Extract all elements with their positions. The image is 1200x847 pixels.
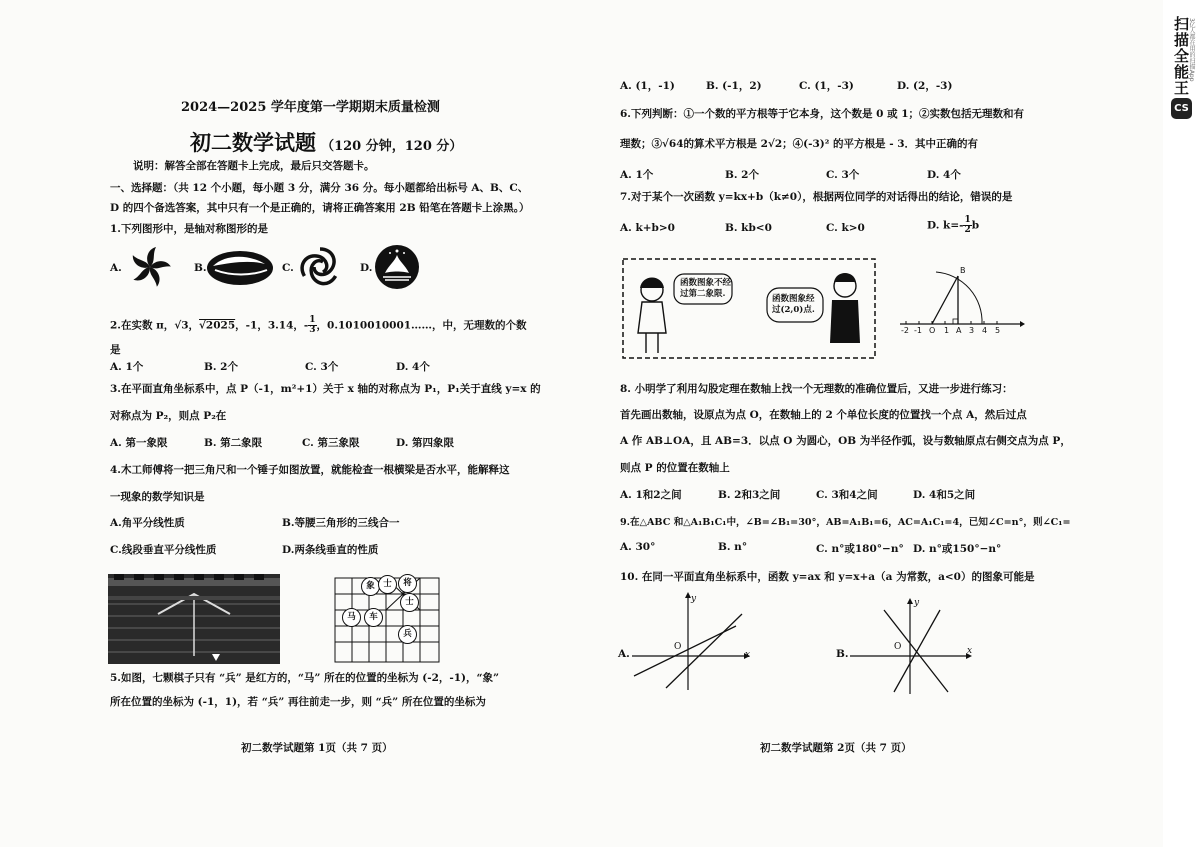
chess-piece-bing: 兵 <box>398 625 417 644</box>
q3-option-d: D. 第四象限 <box>396 437 455 449</box>
q2-frac-num: 1 <box>309 315 316 325</box>
page2-footer: 初二数学试题第 2页（共 7 页） <box>760 742 912 754</box>
q2-option-d: D. 4个 <box>396 361 430 373</box>
nl-label-3: 3 <box>969 326 975 335</box>
right-page <box>600 0 1160 847</box>
q5-option-c: C. (1，-3) <box>799 80 854 92</box>
q4-option-b: B.等腰三角形的三线合一 <box>282 517 400 529</box>
q10-b-y-label: y <box>914 598 920 608</box>
q1-option-c: C. <box>282 262 294 274</box>
dialogue-figure <box>622 258 876 360</box>
q1-option-b: B. <box>194 262 207 274</box>
chess-piece-jiang: 将 <box>398 574 417 593</box>
q2-stem <box>110 316 527 335</box>
q7-option-a: A. k+b>0 <box>620 222 675 234</box>
bubble-boy-line1: 函数图象经 <box>772 294 815 304</box>
q7-option-d <box>927 216 979 235</box>
q10-a-origin: O <box>674 642 682 652</box>
q3-option-b: B. 第二象限 <box>204 437 263 449</box>
q3-stem-line1: 3.在平面直角坐标系中，点 P（-1，m²+1）关于 x 轴的对称点为 P₁，P₁关于直线 y=x 的 <box>110 383 541 395</box>
nl-label-1: 1 <box>944 326 950 335</box>
q9-option-a: A. 30° <box>620 541 656 553</box>
nl-label-b: B <box>960 266 966 275</box>
q5-stem-line1: 5.如图，七颗棋子只有 “兵” 是红方的，“马” 所在的位置的坐标为 (-2，-1)，“象” <box>110 672 500 684</box>
q8-option-d: D. 4和5之间 <box>913 489 976 501</box>
subject-title-line <box>190 127 462 157</box>
q8-stem-line3: A 作 AB⊥OA，且 AB=3．以点 O 为圆心，OB 为半径作弧，设与数轴原点右侧交点为点 P， <box>620 435 1071 447</box>
q2-fraction <box>308 316 316 335</box>
scanner-watermark <box>1163 0 1200 847</box>
scanner-app-name: 扫描全能王 <box>1172 16 1190 96</box>
q1-option-d: D. <box>360 262 373 274</box>
q10-option-b: B. <box>836 648 849 660</box>
q2-option-c: C. 3个 <box>305 361 339 373</box>
nl-label-5: 5 <box>995 326 1001 335</box>
q5-option-a: A. (1，-1) <box>620 80 675 92</box>
q5-option-b: B. (-1，2) <box>706 80 762 92</box>
q6-option-c: C. 3个 <box>826 169 860 181</box>
chess-piece-shi-1: 士 <box>378 575 397 594</box>
q9-option-b: B. n° <box>718 541 748 553</box>
q7-option-c: C. k>0 <box>826 222 865 234</box>
q5-stem-line2: 所在位置的坐标为 (-1，1)，若 “兵” 再往前走一步，则 “兵” 所在位置的坐标为 <box>110 696 486 708</box>
chess-piece-che: 车 <box>364 608 383 627</box>
chess-piece-xiang: 象 <box>361 577 380 596</box>
q6-stem-line1: 6.下列判断：①一个数的平方根等于它本身，这个数是 0 或 1；②实数包括无理数和有 <box>620 108 1025 120</box>
q9-stem: 9.在△ABC 和△A₁B₁C₁中，∠B=∠B₁=30°，AB=A₁B₁=6，AC=A₁C₁=4，已知∠C=n°，则∠C₁= <box>620 517 1071 528</box>
section1-line2: D 的四个备选答案，其中只有一个是正确的，请将正确答案用 2B 铅笔在答题卡上涂黑。） <box>110 202 530 214</box>
camscanner-logo: CS <box>1171 98 1192 119</box>
q7-frac-num: 1 <box>964 215 971 225</box>
chess-piece-shi-2: 士 <box>400 593 419 612</box>
section1-line1: 一、选择题：（共 12 个小题，每小题 3 分，满分 36 分。每小题都给出标号 A、B、C、 <box>110 182 529 194</box>
q2-option-b: B. 2个 <box>204 361 238 373</box>
macau-emblem-icon <box>373 243 421 291</box>
beam-level-figure <box>108 574 280 664</box>
q4-option-d: D.两条线垂直的性质 <box>282 544 379 556</box>
q6-option-d: D. 4个 <box>927 169 961 181</box>
q7-stem: 7.对于某个一次函数 y=kx+b（k≠0），根据两位同学的对话得出的结论，错误的是 <box>620 191 1013 203</box>
q2-part-c: √2025 <box>199 319 236 332</box>
q9-option-c: C. n°或180°−n° <box>816 543 904 555</box>
bubble-boy-line2: 过(2,0)点. <box>772 305 815 315</box>
q7-option-d-label: D. k=- <box>927 219 964 232</box>
q8-stem-line4: 则点 P 的位置在数轴上 <box>620 462 730 474</box>
q4-option-c: C.线段垂直平分线性质 <box>110 544 217 556</box>
q6-stem-line2: 理数；③√64的算术平方根是 2√2；④(-3)² 的平方根是 - 3．其中正确的有 <box>620 138 979 150</box>
q2-part-d: ，-1，3.14，- <box>235 319 309 332</box>
leaf-emblem-icon <box>205 248 275 288</box>
nl-label-a: A <box>956 326 962 335</box>
q9-option-d: D. n°或150°−n° <box>913 543 1002 555</box>
q6-option-a: A. 1个 <box>620 169 654 181</box>
q4-option-a: A.角平分线性质 <box>110 517 185 529</box>
exam-note: 说明：解答全部在答题卡上完成，最后只交答题卡。 <box>133 160 375 172</box>
q3-stem-line2: 对称点为 P₂，则点 P₂在 <box>110 410 227 422</box>
nl-label-m2: -2 <box>901 326 909 335</box>
q8-option-c: C. 3和4之间 <box>816 489 878 501</box>
q7-option-b: B. kb<0 <box>725 222 772 234</box>
q3-option-a: A. 第一象限 <box>110 437 168 449</box>
page1-footer: 初二数学试题第 1页（共 7 页） <box>241 742 393 754</box>
q10-a-x-label: x <box>745 650 751 660</box>
q2-part-a: 2.在实数 π， <box>110 319 175 332</box>
hong-kong-flower-icon <box>124 244 176 290</box>
q2-option-a: A. 1个 <box>110 361 144 373</box>
bubble-girl-line2: 过第二象限. <box>680 289 726 299</box>
nl-label-o: O <box>929 326 936 335</box>
exam-title: 2024—2025 学年度第一学期期末质量检测 <box>181 100 440 115</box>
scanner-tagline: 3亿人都在用的扫描App <box>1188 18 1195 82</box>
q7-option-d-fraction <box>963 216 971 235</box>
nl-label-m1: -1 <box>914 326 922 335</box>
q3-option-c: C. 第三象限 <box>302 437 360 449</box>
q4-stem-line2: 一现象的数学知识是 <box>110 491 205 503</box>
q8-stem-line2: 首先画出数轴，设原点为点 O，在数轴上的 2 个单位长度的位置找一个点 A，然后过点 <box>620 409 1027 421</box>
q1-option-a: A. <box>110 262 122 274</box>
q10-a-y-label: y <box>691 594 697 604</box>
subject-title: 初二数学试题 <box>190 130 316 155</box>
q4-stem-line1: 4.木工师傅将一把三角尺和一个锤子如图放置，就能检查一根横梁是否水平，能解释这 <box>110 464 510 476</box>
chess-piece-ma: 马 <box>342 608 361 627</box>
q2-frac-den: 3 <box>309 325 316 335</box>
bubble-girl <box>680 278 731 300</box>
bubble-boy <box>772 294 815 316</box>
q10-stem: 10. 在同一平面直角坐标系中，函数 y=ax 和 y=x+a（a 为常数，a<0）的图象可能是 <box>620 571 1035 583</box>
q10-graph-b <box>850 596 974 696</box>
q10-b-origin: O <box>894 642 902 652</box>
q10-graph-a <box>632 592 752 692</box>
q2-stem-line2: 是 <box>110 344 121 356</box>
q7-option-d-tail: b <box>971 219 980 232</box>
subject-time: （120 分钟，120 分） <box>321 139 463 154</box>
spiral-logo-icon <box>295 244 345 290</box>
q8-option-a: A. 1和2之间 <box>620 489 682 501</box>
q10-b-x-label: x <box>967 646 973 656</box>
q1-stem: 1.下列图形中，是轴对称图形的是 <box>110 223 268 235</box>
bubble-girl-line1: 函数图象不经 <box>680 278 732 288</box>
q8-stem-line1: 8. 小明学了利用勾股定理在数轴上找一个无理数的准确位置后，又进一步进行练习： <box>620 383 1013 395</box>
q2-part-e: ，0.1010010001……，中，无理数的个数 <box>316 319 527 332</box>
q10-option-a: A. <box>618 648 630 660</box>
q8-option-b: B. 2和3之间 <box>718 489 781 501</box>
q6-option-b: B. 2个 <box>725 169 759 181</box>
nl-label-4: 4 <box>982 326 988 335</box>
q7-frac-den: 2 <box>964 225 971 235</box>
q5-option-d: D. (2，-3) <box>897 80 953 92</box>
q2-part-b: √3， <box>174 319 200 332</box>
